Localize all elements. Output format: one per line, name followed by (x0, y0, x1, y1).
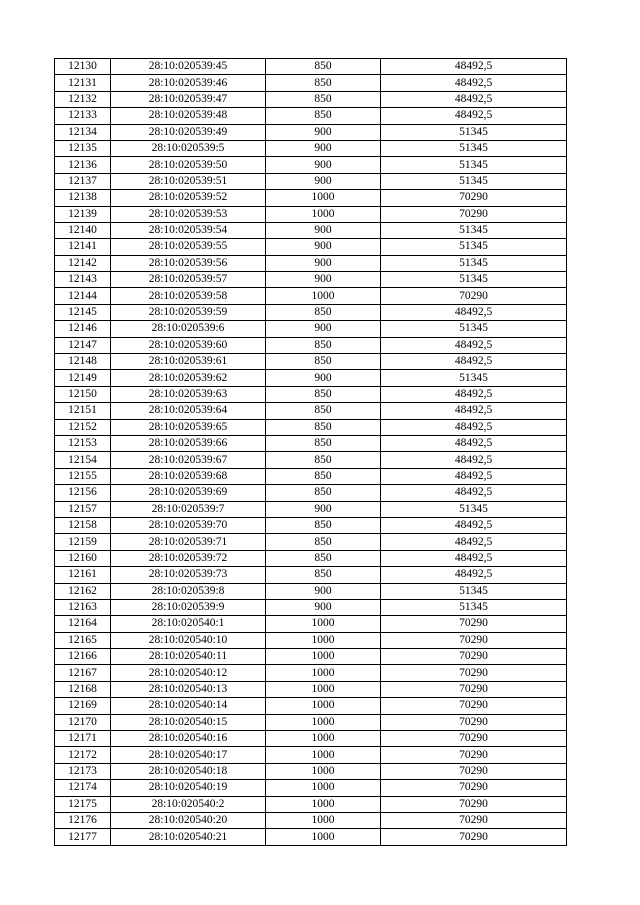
table-row (55, 452, 567, 468)
row-number-cell: 12176 (55, 812, 111, 828)
area-cell: 900 (266, 501, 381, 517)
amount-cell: 48492,5 (381, 91, 567, 107)
area-cell: 1000 (266, 632, 381, 648)
table-row (55, 403, 567, 419)
area-cell: 850 (266, 75, 381, 91)
cadastral-number-cell: 28:10:020539:6 (111, 321, 266, 337)
row-number-cell: 12145 (55, 304, 111, 320)
cadastral-number-cell: 28:10:020539:46 (111, 75, 266, 91)
row-number-cell: 12137 (55, 173, 111, 189)
amount-cell: 70290 (381, 780, 567, 796)
cadastral-number-cell: 28:10:020540:15 (111, 714, 266, 730)
amount-cell: 70290 (381, 731, 567, 747)
table-row (55, 59, 567, 75)
amount-cell: 51345 (381, 124, 567, 140)
row-number-cell: 12153 (55, 435, 111, 451)
amount-cell: 70290 (381, 632, 567, 648)
table-row (55, 583, 567, 599)
area-cell: 900 (266, 140, 381, 156)
row-number-cell: 12151 (55, 403, 111, 419)
amount-cell: 70290 (381, 616, 567, 632)
area-cell: 850 (266, 550, 381, 566)
cadastral-number-cell: 28:10:020540:16 (111, 731, 266, 747)
document-page (54, 58, 567, 846)
cadastral-number-cell: 28:10:020539:69 (111, 485, 266, 501)
area-cell: 850 (266, 534, 381, 550)
cadastral-number-cell: 28:10:020539:47 (111, 91, 266, 107)
area-cell: 900 (266, 255, 381, 271)
table-row (55, 796, 567, 812)
table-row (55, 124, 567, 140)
area-cell: 1000 (266, 812, 381, 828)
parcel-table (54, 58, 567, 846)
cadastral-number-cell: 28:10:020539:66 (111, 435, 266, 451)
table-row (55, 435, 567, 451)
row-number-cell: 12172 (55, 747, 111, 763)
area-cell: 850 (266, 337, 381, 353)
cadastral-number-cell: 28:10:020540:10 (111, 632, 266, 648)
table-row (55, 665, 567, 681)
cadastral-number-cell: 28:10:020539:45 (111, 59, 266, 75)
cadastral-number-cell: 28:10:020539:56 (111, 255, 266, 271)
amount-cell: 48492,5 (381, 517, 567, 533)
amount-cell: 48492,5 (381, 468, 567, 484)
row-number-cell: 12173 (55, 763, 111, 779)
table-row (55, 534, 567, 550)
cadastral-number-cell: 28:10:020539:72 (111, 550, 266, 566)
cadastral-number-cell: 28:10:020539:5 (111, 140, 266, 156)
row-number-cell: 12140 (55, 222, 111, 238)
cadastral-number-cell: 28:10:020539:63 (111, 386, 266, 402)
amount-cell: 70290 (381, 665, 567, 681)
area-cell: 850 (266, 517, 381, 533)
table-row (55, 91, 567, 107)
cadastral-number-cell: 28:10:020539:64 (111, 403, 266, 419)
amount-cell: 70290 (381, 714, 567, 730)
amount-cell: 48492,5 (381, 452, 567, 468)
cadastral-number-cell: 28:10:020539:62 (111, 370, 266, 386)
cadastral-number-cell: 28:10:020539:73 (111, 567, 266, 583)
table-row (55, 829, 567, 845)
area-cell: 900 (266, 173, 381, 189)
area-cell: 1000 (266, 747, 381, 763)
table-row (55, 354, 567, 370)
cadastral-number-cell: 28:10:020539:55 (111, 239, 266, 255)
area-cell: 1000 (266, 288, 381, 304)
table-row (55, 222, 567, 238)
table-row (55, 173, 567, 189)
table-row (55, 763, 567, 779)
amount-cell: 48492,5 (381, 485, 567, 501)
amount-cell: 48492,5 (381, 354, 567, 370)
table-row (55, 304, 567, 320)
table-row (55, 599, 567, 615)
row-number-cell: 12146 (55, 321, 111, 337)
table-row (55, 812, 567, 828)
cadastral-number-cell: 28:10:020539:50 (111, 157, 266, 173)
table-row (55, 272, 567, 288)
area-cell: 1000 (266, 190, 381, 206)
table-row (55, 239, 567, 255)
area-cell: 850 (266, 304, 381, 320)
amount-cell: 48492,5 (381, 59, 567, 75)
cadastral-number-cell: 28:10:020539:7 (111, 501, 266, 517)
row-number-cell: 12164 (55, 616, 111, 632)
amount-cell: 51345 (381, 501, 567, 517)
amount-cell: 70290 (381, 747, 567, 763)
table-row (55, 190, 567, 206)
amount-cell: 48492,5 (381, 403, 567, 419)
amount-cell: 70290 (381, 681, 567, 697)
area-cell: 900 (266, 272, 381, 288)
amount-cell: 48492,5 (381, 386, 567, 402)
area-cell: 1000 (266, 665, 381, 681)
table-row (55, 501, 567, 517)
area-cell: 850 (266, 468, 381, 484)
row-number-cell: 12163 (55, 599, 111, 615)
cadastral-number-cell: 28:10:020539:59 (111, 304, 266, 320)
table-row (55, 714, 567, 730)
table-row (55, 616, 567, 632)
table-row (55, 649, 567, 665)
area-cell: 1000 (266, 714, 381, 730)
cadastral-number-cell: 28:10:020540:17 (111, 747, 266, 763)
row-number-cell: 12154 (55, 452, 111, 468)
table-row (55, 485, 567, 501)
area-cell: 900 (266, 599, 381, 615)
area-cell: 850 (266, 567, 381, 583)
area-cell: 900 (266, 370, 381, 386)
row-number-cell: 12165 (55, 632, 111, 648)
row-number-cell: 12170 (55, 714, 111, 730)
amount-cell: 70290 (381, 829, 567, 845)
amount-cell: 51345 (381, 321, 567, 337)
area-cell: 1000 (266, 780, 381, 796)
area-cell: 900 (266, 583, 381, 599)
area-cell: 850 (266, 108, 381, 124)
area-cell: 850 (266, 91, 381, 107)
amount-cell: 48492,5 (381, 108, 567, 124)
row-number-cell: 12158 (55, 517, 111, 533)
table-row (55, 337, 567, 353)
cadastral-number-cell: 28:10:020539:54 (111, 222, 266, 238)
cadastral-number-cell: 28:10:020539:68 (111, 468, 266, 484)
row-number-cell: 12150 (55, 386, 111, 402)
row-number-cell: 12155 (55, 468, 111, 484)
table-row (55, 157, 567, 173)
table-row (55, 370, 567, 386)
area-cell: 1000 (266, 796, 381, 812)
cadastral-number-cell: 28:10:020539:52 (111, 190, 266, 206)
row-number-cell: 12167 (55, 665, 111, 681)
area-cell: 850 (266, 435, 381, 451)
row-number-cell: 12136 (55, 157, 111, 173)
amount-cell: 48492,5 (381, 304, 567, 320)
amount-cell: 51345 (381, 370, 567, 386)
table-row (55, 550, 567, 566)
row-number-cell: 12134 (55, 124, 111, 140)
amount-cell: 51345 (381, 157, 567, 173)
cadastral-number-cell: 28:10:020539:70 (111, 517, 266, 533)
table-row (55, 206, 567, 222)
amount-cell: 70290 (381, 288, 567, 304)
amount-cell: 70290 (381, 796, 567, 812)
row-number-cell: 12135 (55, 140, 111, 156)
row-number-cell: 12133 (55, 108, 111, 124)
cadastral-number-cell: 28:10:020540:21 (111, 829, 266, 845)
row-number-cell: 12162 (55, 583, 111, 599)
amount-cell: 51345 (381, 173, 567, 189)
cadastral-number-cell: 28:10:020539:65 (111, 419, 266, 435)
row-number-cell: 12143 (55, 272, 111, 288)
cadastral-number-cell: 28:10:020540:12 (111, 665, 266, 681)
area-cell: 850 (266, 59, 381, 75)
area-cell: 900 (266, 157, 381, 173)
row-number-cell: 12141 (55, 239, 111, 255)
cadastral-number-cell: 28:10:020540:19 (111, 780, 266, 796)
table-row (55, 75, 567, 91)
area-cell: 900 (266, 222, 381, 238)
table-row (55, 386, 567, 402)
area-cell: 1000 (266, 649, 381, 665)
table-row (55, 255, 567, 271)
amount-cell: 51345 (381, 140, 567, 156)
row-number-cell: 12171 (55, 731, 111, 747)
amount-cell: 48492,5 (381, 337, 567, 353)
area-cell: 1000 (266, 829, 381, 845)
cadastral-number-cell: 28:10:020539:53 (111, 206, 266, 222)
cadastral-number-cell: 28:10:020540:13 (111, 681, 266, 697)
area-cell: 900 (266, 239, 381, 255)
amount-cell: 48492,5 (381, 75, 567, 91)
cadastral-number-cell: 28:10:020540:20 (111, 812, 266, 828)
amount-cell: 70290 (381, 190, 567, 206)
row-number-cell: 12148 (55, 354, 111, 370)
table-row (55, 419, 567, 435)
amount-cell: 48492,5 (381, 534, 567, 550)
area-cell: 1000 (266, 698, 381, 714)
area-cell: 850 (266, 403, 381, 419)
row-number-cell: 12139 (55, 206, 111, 222)
area-cell: 1000 (266, 616, 381, 632)
row-number-cell: 12169 (55, 698, 111, 714)
table-row (55, 698, 567, 714)
area-cell: 850 (266, 452, 381, 468)
area-cell: 900 (266, 124, 381, 140)
table-body (55, 59, 567, 846)
cadastral-number-cell: 28:10:020539:48 (111, 108, 266, 124)
table-row (55, 681, 567, 697)
amount-cell: 51345 (381, 255, 567, 271)
amount-cell: 51345 (381, 583, 567, 599)
table-row (55, 747, 567, 763)
row-number-cell: 12142 (55, 255, 111, 271)
cadastral-number-cell: 28:10:020540:14 (111, 698, 266, 714)
amount-cell: 70290 (381, 649, 567, 665)
row-number-cell: 12168 (55, 681, 111, 697)
amount-cell: 51345 (381, 599, 567, 615)
area-cell: 1000 (266, 206, 381, 222)
cadastral-number-cell: 28:10:020539:61 (111, 354, 266, 370)
area-cell: 850 (266, 386, 381, 402)
cadastral-number-cell: 28:10:020540:11 (111, 649, 266, 665)
cadastral-number-cell: 28:10:020539:71 (111, 534, 266, 550)
table-row (55, 321, 567, 337)
row-number-cell: 12132 (55, 91, 111, 107)
amount-cell: 51345 (381, 222, 567, 238)
area-cell: 850 (266, 485, 381, 501)
amount-cell: 70290 (381, 812, 567, 828)
row-number-cell: 12159 (55, 534, 111, 550)
row-number-cell: 12152 (55, 419, 111, 435)
table-row (55, 288, 567, 304)
row-number-cell: 12160 (55, 550, 111, 566)
area-cell: 900 (266, 321, 381, 337)
amount-cell: 51345 (381, 239, 567, 255)
amount-cell: 48492,5 (381, 435, 567, 451)
amount-cell: 70290 (381, 763, 567, 779)
table-row (55, 140, 567, 156)
row-number-cell: 12174 (55, 780, 111, 796)
table-row (55, 517, 567, 533)
cadastral-number-cell: 28:10:020539:51 (111, 173, 266, 189)
table-row (55, 468, 567, 484)
amount-cell: 51345 (381, 272, 567, 288)
area-cell: 1000 (266, 731, 381, 747)
cadastral-number-cell: 28:10:020539:49 (111, 124, 266, 140)
table-row (55, 567, 567, 583)
row-number-cell: 12166 (55, 649, 111, 665)
amount-cell: 70290 (381, 698, 567, 714)
amount-cell: 70290 (381, 206, 567, 222)
amount-cell: 48492,5 (381, 419, 567, 435)
cadastral-number-cell: 28:10:020539:67 (111, 452, 266, 468)
table-row (55, 632, 567, 648)
row-number-cell: 12175 (55, 796, 111, 812)
cadastral-number-cell: 28:10:020540:1 (111, 616, 266, 632)
area-cell: 850 (266, 354, 381, 370)
row-number-cell: 12147 (55, 337, 111, 353)
cadastral-number-cell: 28:10:020539:9 (111, 599, 266, 615)
table-row (55, 780, 567, 796)
row-number-cell: 12131 (55, 75, 111, 91)
row-number-cell: 12144 (55, 288, 111, 304)
row-number-cell: 12138 (55, 190, 111, 206)
table-row (55, 108, 567, 124)
cadastral-number-cell: 28:10:020539:57 (111, 272, 266, 288)
area-cell: 1000 (266, 763, 381, 779)
row-number-cell: 12157 (55, 501, 111, 517)
amount-cell: 48492,5 (381, 567, 567, 583)
table-row (55, 731, 567, 747)
cadastral-number-cell: 28:10:020540:18 (111, 763, 266, 779)
row-number-cell: 12130 (55, 59, 111, 75)
row-number-cell: 12156 (55, 485, 111, 501)
row-number-cell: 12177 (55, 829, 111, 845)
area-cell: 1000 (266, 681, 381, 697)
cadastral-number-cell: 28:10:020540:2 (111, 796, 266, 812)
area-cell: 850 (266, 419, 381, 435)
cadastral-number-cell: 28:10:020539:58 (111, 288, 266, 304)
cadastral-number-cell: 28:10:020539:8 (111, 583, 266, 599)
row-number-cell: 12161 (55, 567, 111, 583)
cadastral-number-cell: 28:10:020539:60 (111, 337, 266, 353)
amount-cell: 48492,5 (381, 550, 567, 566)
row-number-cell: 12149 (55, 370, 111, 386)
